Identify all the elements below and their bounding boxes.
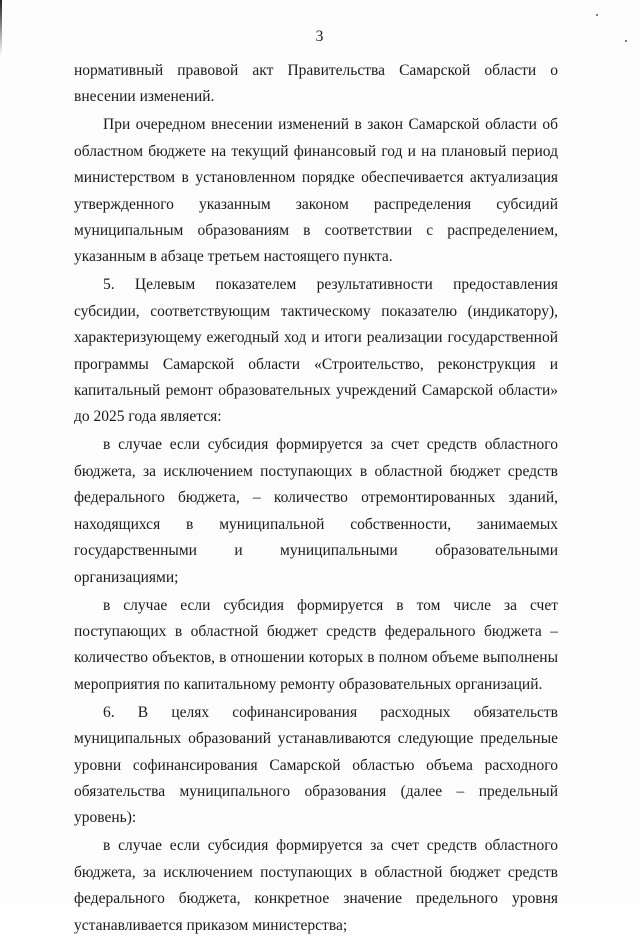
- page-number: 3: [315, 28, 324, 45]
- paragraph-target-indicator: 5. Целевым показателем результативности предоставления субсидии, соответствующим тактическому показателю (индикатору), характеризующему ежегодный ход и итоги реализации государственной программы Самарской области «Строительство, реконструкция и капитальный ремонт образовательных учреждений Самарской области» до 2025 года является:: [74, 276, 558, 426]
- document-body: [74, 58, 558, 941]
- paragraph-regional-funds-case: в случае если субсидия формируется за счет средств областного бюджета, за исключением поступающих в областной бюджет средств федерального бюджета, – количество отремонтированных зданий, находящихся в муниципальной собственности, занимаемых государственными и муниципальными образовательными организациями;: [74, 436, 558, 586]
- paragraph-budget-update: При очередном внесении изменений в закон Самарской области об областном бюджете на текущий финансовый год и на плановый период министерством в установленном порядке обеспечивается актуализация утвержденного указанным законом распределения субсидий муниципальным образованиям в соответствии с распределением, указанным в абзаце третьем настоящего пункта.: [74, 116, 558, 266]
- paragraph-continuation: нормативный правовой акт Правительства Самарской области о внесении изменений.: [74, 62, 558, 106]
- scan-speck: [596, 14, 598, 16]
- paragraph-cofinancing-levels: 6. В целях софинансирования расходных обязательств муниципальных образований устанавливаются следующие предельные уровни софинансирования Самарской областью объема расходного обязательства муниципального образования (далее – предельный уровень):: [74, 703, 558, 827]
- paragraph-ministry-order-case: в случае если субсидия формируется за счет средств областного бюджета, за исключением поступающих в областной бюджет средств федерального бюджета, конкретное значение предельного уровня устанавливается приказом министерства;: [74, 837, 558, 934]
- paragraph-federal-funds-case: в случае если субсидия формируется в том числе за счет поступающих в областной бюджет средств федерального бюджета – количество объектов, в отношении которых в полном объеме выполнены мероприятия по капитальному ремонту образовательных организаций.: [74, 596, 558, 693]
